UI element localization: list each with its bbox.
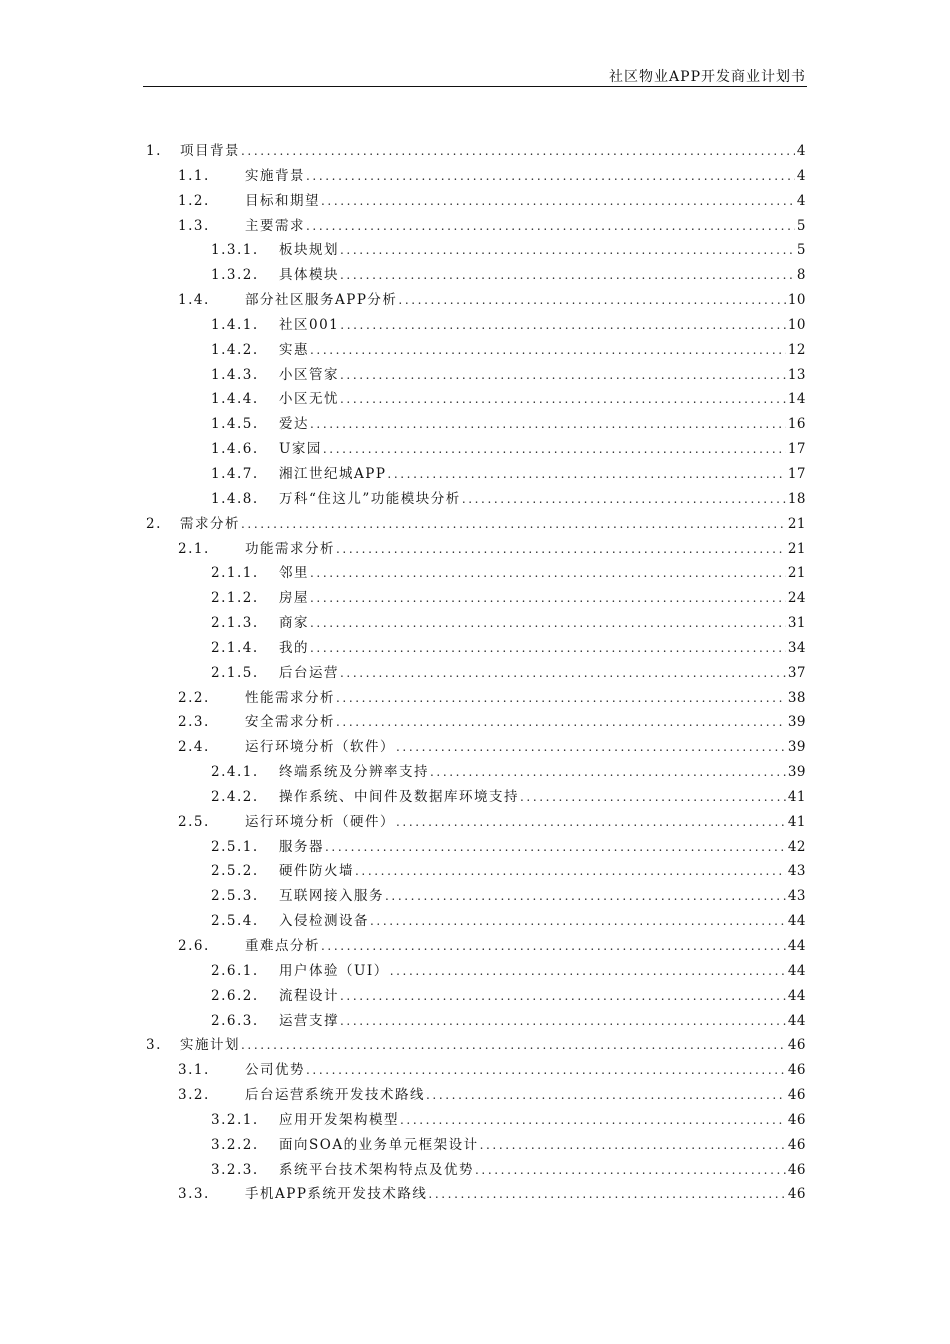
toc-dot-leader [340,387,786,412]
toc-entry-line [245,214,806,239]
toc-entry-page: 10 [787,316,806,333]
toc-entry-title: 我的 [279,636,310,661]
toc-entry-page: 43 [787,863,806,880]
toc-entry-title: 小区管家 [279,363,340,388]
toc-entry-number: 2.1.3. [211,615,259,632]
toc-entry-title: 互联网接入服务 [279,884,385,909]
toc-dot-leader [340,363,786,388]
toc-entry-title: 操作系统、中间件及数据库环境支持 [279,785,520,810]
toc-entry[interactable] [0,735,950,760]
toc-entry-number: 1.2. [178,192,210,209]
toc-entry-page: 4 [796,167,806,184]
toc-entry-line [279,1108,806,1133]
toc-entry-number: 3.3. [178,1186,210,1203]
toc-dot-leader [430,760,786,785]
toc-entry-number: 3.2. [178,1087,210,1104]
toc-entry-line [279,462,806,487]
toc-entry[interactable] [0,214,950,239]
toc-entry-title: 需求分析 [180,512,241,537]
toc-entry-page: 12 [787,341,806,358]
toc-entry-page: 44 [787,987,806,1004]
toc-entry-number: 2.3. [178,714,210,731]
toc-dot-leader [387,462,785,487]
toc-dot-leader [310,586,786,611]
toc-entry-title: 运行环境分析（软件） [245,735,396,760]
toc-dot-leader [398,288,785,313]
toc-entry-title: 实施计划 [180,1033,241,1058]
toc-dot-leader [310,338,786,363]
toc-entry-page: 44 [787,962,806,979]
toc-entry[interactable] [0,263,950,288]
toc-entry-page: 41 [787,813,806,830]
toc-dot-leader [385,884,786,909]
toc-entry-title: 服务器 [279,835,325,860]
toc-entry[interactable] [0,338,950,363]
toc-entry-line [279,835,806,860]
toc-entry-line [279,338,806,363]
toc-dot-leader [310,412,786,437]
toc-dot-leader [370,909,786,934]
toc-entry[interactable] [0,835,950,860]
toc-entry-page: 39 [787,714,806,731]
toc-entry[interactable] [0,437,950,462]
toc-dot-leader [396,810,786,835]
toc-entry-number: 3.2.2. [211,1136,259,1153]
toc-dot-leader [310,636,786,661]
toc-dot-leader [355,859,786,884]
toc-entry-title: 社区001 [279,313,340,338]
toc-entry-page: 43 [787,888,806,905]
toc-dot-leader [340,984,786,1009]
toc-entry-page: 46 [787,1062,806,1079]
toc-entry-number: 2.1.5. [211,664,259,681]
toc-entry-title: 性能需求分析 [245,686,336,711]
toc-entry-line [279,959,806,984]
toc-entry-page: 24 [787,590,806,607]
toc-entry-number: 3.2.3. [211,1161,259,1178]
toc-entry[interactable] [0,661,950,686]
toc-entry-page: 8 [796,267,806,284]
toc-entry-line [279,760,806,785]
toc-entry-number: 2.1.1. [211,565,259,582]
table-of-contents [0,139,950,1207]
toc-entry-title: 邻里 [279,561,310,586]
toc-entry[interactable] [0,412,950,437]
toc-entry-title: 面向SOA的业务单元框架设计 [279,1133,480,1158]
toc-entry-number: 2.6.1. [211,962,259,979]
toc-dot-leader [340,313,786,338]
toc-entry[interactable] [0,884,950,909]
toc-entry-title: 部分社区服务APP分析 [245,288,398,313]
toc-dot-leader [428,1182,785,1207]
toc-dot-leader [310,561,786,586]
toc-entry-title: 后台运营 [279,661,340,686]
toc-entry-line [180,512,806,537]
toc-entry-line [279,1133,806,1158]
toc-entry[interactable] [0,387,950,412]
toc-entry-page: 46 [787,1186,806,1203]
toc-entry-line [245,735,806,760]
toc-entry-line [180,1033,806,1058]
toc-entry[interactable] [0,512,950,537]
toc-entry[interactable] [0,785,950,810]
toc-entry-number: 2.5.1. [211,838,259,855]
toc-entry-number: 2.2. [178,689,210,706]
toc-entry-page: 46 [787,1037,806,1054]
toc-entry-page: 39 [787,764,806,781]
toc-entry-title: 具体模块 [279,263,340,288]
toc-entry-title: 功能需求分析 [245,537,336,562]
toc-entry-title: 爱达 [279,412,310,437]
toc-entry-page: 21 [787,540,806,557]
toc-entry-page: 34 [787,639,806,656]
toc-entry-line [279,636,806,661]
toc-dot-leader [390,959,786,984]
toc-entry-page: 5 [796,242,806,259]
toc-entry-number: 2.6. [178,938,210,954]
toc-entry-title: 项目背景 [180,139,241,164]
toc-entry[interactable] [0,636,950,661]
toc-entry[interactable] [0,288,950,313]
toc-entry-page: 46 [787,1087,806,1104]
toc-entry[interactable] [0,537,950,562]
toc-entry-page: 16 [787,416,806,433]
toc-entry[interactable] [0,984,950,1009]
toc-entry-title: 板块规划 [279,238,340,263]
toc-entry-number: 2.1.2. [211,590,259,607]
toc-entry-line [279,785,806,810]
toc-entry-title: 房屋 [279,586,310,611]
toc-dot-leader [306,214,795,239]
toc-dot-leader [340,238,795,263]
toc-entry-line [279,909,806,934]
toc-dot-leader [306,164,795,189]
toc-dot-leader [340,661,786,686]
toc-entry-number: 2. [146,515,162,532]
toc-entry-title: 万科“住这儿”功能模块分析 [279,487,462,512]
toc-entry[interactable] [0,710,950,735]
toc-entry-number: 1.4.3. [211,366,259,383]
toc-entry-page: 17 [787,441,806,458]
toc-dot-leader [340,1009,786,1034]
toc-entry-number: 2.1.4. [211,639,259,656]
toc-entry-line [279,611,806,636]
toc-entry-line [245,1083,806,1108]
toc-entry-number: 1.4.1. [211,316,259,333]
toc-entry-page: 41 [787,788,806,805]
toc-dot-leader [310,611,786,636]
toc-entry-line [279,238,806,263]
toc-entry-title: 重难点分析 [245,934,321,959]
toc-entry-line [245,710,806,735]
toc-entry-line [245,934,806,959]
toc-entry-page: 44 [787,913,806,930]
toc-entry-page: 46 [787,1161,806,1178]
toc-entry[interactable] [0,760,950,785]
toc-entry-page: 39 [787,739,806,756]
toc-entry-page: 42 [787,838,806,855]
toc-entry-page: 44 [787,938,806,954]
toc-entry-title: 主要需求 [245,214,306,239]
toc-entry-number: 1.3.2. [211,267,259,284]
toc-entry-number: 2.5. [178,813,210,830]
toc-entry-title: 商家 [279,611,310,636]
toc-dot-leader [480,1133,786,1158]
toc-entry-number: 2.5.4. [211,913,259,930]
toc-entry-title: 目标和期望 [245,189,321,214]
toc-entry-line [279,586,806,611]
toc-entry-page: 18 [787,490,806,507]
toc-entry-number: 2.6.2. [211,987,259,1004]
toc-entry-line [245,1058,806,1083]
toc-entry[interactable] [0,611,950,636]
toc-entry-page: 21 [787,565,806,582]
toc-entry-title: 应用开发架构模型 [279,1108,400,1133]
toc-entry-title: 系统平台技术架构特点及优势 [279,1158,475,1183]
toc-entry[interactable] [0,561,950,586]
toc-entry-number: 2.4.1. [211,764,259,781]
toc-dot-leader [241,1033,786,1058]
toc-dot-leader [520,785,786,810]
toc-entry-title: 实惠 [279,338,310,363]
toc-entry-page: 17 [787,465,806,482]
toc-entry[interactable] [0,1009,950,1034]
toc-entry-line [279,661,806,686]
toc-entry-line [180,139,806,164]
toc-entry-title: 终端系统及分辨率支持 [279,760,430,785]
header-title: 社区物业APP开发商业计划书 [609,69,806,85]
toc-dot-leader [336,537,786,562]
toc-dot-leader [336,710,786,735]
toc-entry-page: 4 [796,143,806,159]
toc-entry-page: 44 [787,1012,806,1029]
toc-entry-line [279,437,806,462]
toc-entry-line [245,537,806,562]
toc-dot-leader [336,686,786,711]
toc-entry-line [245,189,806,214]
toc-entry-title: 手机APP系统开发技术路线 [245,1182,428,1207]
toc-entry-title: U家园 [279,437,323,462]
toc-entry-line [279,412,806,437]
toc-entry-title: 用户体验（UI） [279,959,390,984]
toc-dot-leader [321,189,795,214]
toc-entry-number: 1.4.8. [211,490,259,507]
toc-entry-number: 2.5.2. [211,863,259,880]
toc-entry-page: 14 [787,391,806,408]
toc-entry[interactable] [0,462,950,487]
toc-entry[interactable] [0,959,950,984]
toc-entry-number: 1.3.1. [211,242,259,259]
toc-entry[interactable] [0,1133,950,1158]
toc-entry-line [279,859,806,884]
toc-entry-page: 5 [796,217,806,234]
toc-entry[interactable] [0,164,950,189]
toc-entry-page: 31 [787,615,806,632]
toc-entry[interactable] [0,586,950,611]
toc-dot-leader [241,139,795,164]
toc-entry-line [245,686,806,711]
toc-entry-number: 1.4.2. [211,341,259,358]
toc-entry-number: 2.4.2. [211,788,259,805]
toc-entry[interactable] [0,859,950,884]
toc-entry-line [279,1158,806,1183]
toc-entry-title: 公司优势 [245,1058,306,1083]
toc-dot-leader [400,1108,786,1133]
toc-entry[interactable] [0,909,950,934]
toc-entry-line [245,810,806,835]
toc-entry-number: 1.4.6. [211,441,259,458]
toc-entry-title: 入侵检测设备 [279,909,370,934]
toc-entry-title: 后台运营系统开发技术路线 [245,1083,426,1108]
toc-entry-title: 实施背景 [245,164,306,189]
toc-entry[interactable] [0,1033,950,1058]
toc-entry-line [279,561,806,586]
toc-entry-line [279,884,806,909]
toc-entry-line [279,363,806,388]
toc-entry[interactable] [0,363,950,388]
toc-entry-number: 2.6.3. [211,1012,259,1029]
toc-entry-page: 46 [787,1136,806,1153]
toc-dot-leader [340,263,795,288]
toc-dot-leader [306,1058,786,1083]
toc-entry[interactable] [0,487,950,512]
toc-entry[interactable] [0,1182,950,1207]
toc-entry-number: 2.1. [178,540,210,557]
toc-dot-leader [475,1158,786,1183]
toc-entry[interactable] [0,1058,950,1083]
toc-entry[interactable] [0,934,950,959]
toc-entry-number: 3.1. [178,1062,210,1079]
toc-dot-leader [323,437,786,462]
toc-entry-line [279,263,806,288]
toc-entry-page: 13 [787,366,806,383]
toc-entry-number: 1.1. [178,167,210,184]
toc-entry-page: 38 [787,689,806,706]
toc-entry-line [279,313,806,338]
toc-entry[interactable] [0,189,950,214]
toc-entry-number: 1.4. [178,292,210,309]
toc-entry[interactable] [0,139,950,164]
toc-entry-number: 1.3. [178,217,210,234]
toc-entry-title: 运行环境分析（硬件） [245,810,396,835]
toc-entry-line [279,1009,806,1034]
toc-dot-leader [325,835,786,860]
toc-entry-number: 2.5.3. [211,888,259,905]
toc-entry-line [245,164,806,189]
toc-entry-title: 硬件防火墙 [279,859,355,884]
toc-entry-number: 3. [146,1037,162,1054]
toc-entry-number: 3.2.1. [211,1111,259,1128]
toc-entry-title: 小区无忧 [279,387,340,412]
toc-entry[interactable] [0,313,950,338]
toc-entry-number: 1.4.7. [211,465,259,482]
toc-entry-number: 1.4.4. [211,391,259,408]
toc-dot-leader [321,934,786,959]
toc-entry-title: 运营支撑 [279,1009,340,1034]
toc-entry[interactable] [0,238,950,263]
toc-dot-leader [396,735,786,760]
toc-dot-leader [426,1083,786,1108]
toc-entry-number: 2.4. [178,739,210,756]
toc-entry[interactable] [0,1158,950,1183]
toc-dot-leader [462,487,786,512]
toc-entry-number: 1. [146,143,162,159]
toc-entry-page: 10 [787,292,806,309]
toc-entry[interactable] [0,686,950,711]
toc-entry-line [245,1182,806,1207]
toc-entry-line [245,288,806,313]
toc-entry-page: 21 [787,515,806,532]
toc-entry-title: 流程设计 [279,984,340,1009]
toc-entry-line [279,487,806,512]
toc-entry[interactable] [0,1083,950,1108]
toc-entry-page: 4 [796,192,806,209]
toc-entry-title: 安全需求分析 [245,710,336,735]
toc-entry-number: 1.4.5. [211,416,259,433]
toc-entry-page: 46 [787,1111,806,1128]
toc-entry-line [279,387,806,412]
toc-entry[interactable] [0,810,950,835]
toc-entry-page: 37 [787,664,806,681]
toc-entry-line [279,984,806,1009]
header-rule [143,86,807,87]
toc-dot-leader [241,512,786,537]
toc-entry[interactable] [0,1108,950,1133]
toc-entry-title: 湘江世纪城APP [279,462,387,487]
